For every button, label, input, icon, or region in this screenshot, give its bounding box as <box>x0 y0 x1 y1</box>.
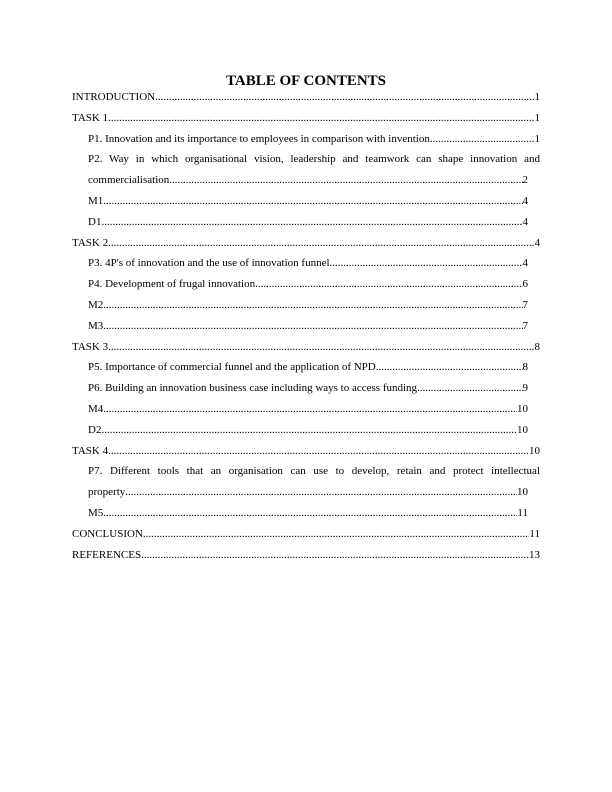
toc-entry-p4[interactable] <box>72 274 528 295</box>
toc-leader-dots <box>141 545 529 566</box>
toc-leader-dots <box>417 378 522 399</box>
toc-entry-label: P6. Building an innovation business case including ways to access funding <box>88 382 418 395</box>
toc-leader-dots <box>103 399 517 420</box>
toc-leader-dots <box>101 212 522 233</box>
toc-leader-dots <box>108 337 534 358</box>
toc-entry-label: P1. Innovation and its importance to employees in comparison with invention <box>88 132 430 145</box>
toc-page-number: 4 <box>522 257 528 270</box>
toc-entry-p2[interactable] <box>72 149 540 191</box>
toc-entry-d2[interactable] <box>72 420 528 441</box>
toc-page-number: 7 <box>522 319 528 332</box>
toc-entry-label: CONCLUSION <box>72 527 143 540</box>
toc-entry-label: M5 <box>88 506 104 519</box>
toc-entry-label-line2: commercialisation <box>88 174 170 187</box>
toc-entry-label: M3 <box>88 319 104 332</box>
page-title: TABLE OF CONTENTS <box>225 73 387 89</box>
toc-leader-dots <box>430 129 535 150</box>
toc-page-number: 4 <box>522 194 528 207</box>
toc-page-number: 10 <box>529 444 540 457</box>
toc-entry-label: M1 <box>88 194 104 207</box>
toc-entry-p1[interactable] <box>72 129 540 150</box>
toc-entry-p7[interactable] <box>72 461 540 503</box>
toc-page-number: 4 <box>534 236 540 249</box>
toc-entry-m5[interactable] <box>72 503 528 524</box>
toc-entry-task1[interactable] <box>72 108 540 129</box>
toc-page-number: 9 <box>522 382 528 395</box>
toc-entry-m1[interactable] <box>72 191 528 212</box>
toc-leader-dots <box>103 191 522 212</box>
toc-leader-dots <box>376 357 523 378</box>
toc-leader-dots <box>103 316 522 337</box>
toc-leader-dots <box>125 482 517 503</box>
toc-leader-dots <box>255 274 522 295</box>
toc-page-number: 2 <box>522 174 528 187</box>
toc-entry-m2[interactable] <box>72 295 528 316</box>
toc-entry-task3[interactable] <box>72 337 540 358</box>
table-of-contents <box>72 87 540 565</box>
toc-page-number: 4 <box>522 215 528 228</box>
toc-page-number: 7 <box>522 298 528 311</box>
toc-leader-dots <box>169 170 522 191</box>
toc-entry-label: TASK 3 <box>72 340 109 353</box>
toc-page-number: 1 <box>534 132 540 145</box>
toc-entry-introduction[interactable] <box>72 87 540 108</box>
toc-page-number: 8 <box>522 361 528 374</box>
toc-page-number: 13 <box>529 548 540 561</box>
toc-entry-label: TASK 2 <box>72 236 109 249</box>
toc-entry-label-line2: property <box>88 486 126 499</box>
toc-entry-label-line1: P2. Way in which organisational vision, leadership and teamwork can shape innovation and <box>88 153 540 166</box>
toc-entry-task2[interactable] <box>72 233 540 254</box>
toc-leader-dots <box>101 420 517 441</box>
toc-entry-references[interactable] <box>72 545 540 566</box>
toc-entry-label-line1: P7. Different tools that an organisation can use to develop, retain and protect intellectual <box>88 465 540 478</box>
toc-page-number: 11 <box>529 527 540 540</box>
toc-leader-dots <box>103 295 522 316</box>
toc-entry-label: TASK 1 <box>72 111 109 124</box>
toc-leader-dots <box>143 524 530 545</box>
toc-entry-p3[interactable] <box>72 253 528 274</box>
toc-entry-m4[interactable] <box>72 399 528 420</box>
toc-leader-dots <box>108 441 529 462</box>
toc-entry-label: M4 <box>88 402 104 415</box>
toc-leader-dots <box>155 87 534 108</box>
toc-page-number: 1 <box>534 91 540 103</box>
toc-entry-label: M2 <box>88 298 104 311</box>
toc-entry-label: D2 <box>88 423 102 436</box>
toc-page-number: 10 <box>517 402 528 415</box>
toc-page-number: 11 <box>517 506 528 519</box>
toc-entry-label: P5. Importance of commercial funnel and the application of NPD <box>88 361 376 374</box>
toc-page-number: 10 <box>517 423 528 436</box>
toc-entry-p5[interactable] <box>72 357 528 378</box>
toc-entry-d1[interactable] <box>72 212 528 233</box>
toc-leader-dots <box>103 503 517 524</box>
toc-page-number: 8 <box>534 340 540 353</box>
toc-entry-label: P4. Development of frugal innovation <box>88 278 256 291</box>
toc-entry-label: P3. 4P's of innovation and the use of innovation funnel <box>88 257 330 270</box>
toc-leader-dots <box>108 233 534 254</box>
toc-page-number: 6 <box>522 278 528 291</box>
toc-entry-p6[interactable] <box>72 378 528 399</box>
toc-page-number: 10 <box>517 486 528 499</box>
toc-entry-conclusion[interactable] <box>72 524 540 545</box>
toc-entry-task4[interactable] <box>72 441 540 462</box>
toc-entry-label: INTRODUCTION <box>72 91 156 103</box>
toc-leader-dots <box>108 108 534 129</box>
toc-entry-label: D1 <box>88 215 102 228</box>
toc-entry-m3[interactable] <box>72 316 528 337</box>
toc-leader-dots <box>330 253 523 274</box>
toc-page-number: 1 <box>534 111 540 124</box>
toc-entry-label: REFERENCES <box>72 548 142 561</box>
toc-entry-label: TASK 4 <box>72 444 109 457</box>
